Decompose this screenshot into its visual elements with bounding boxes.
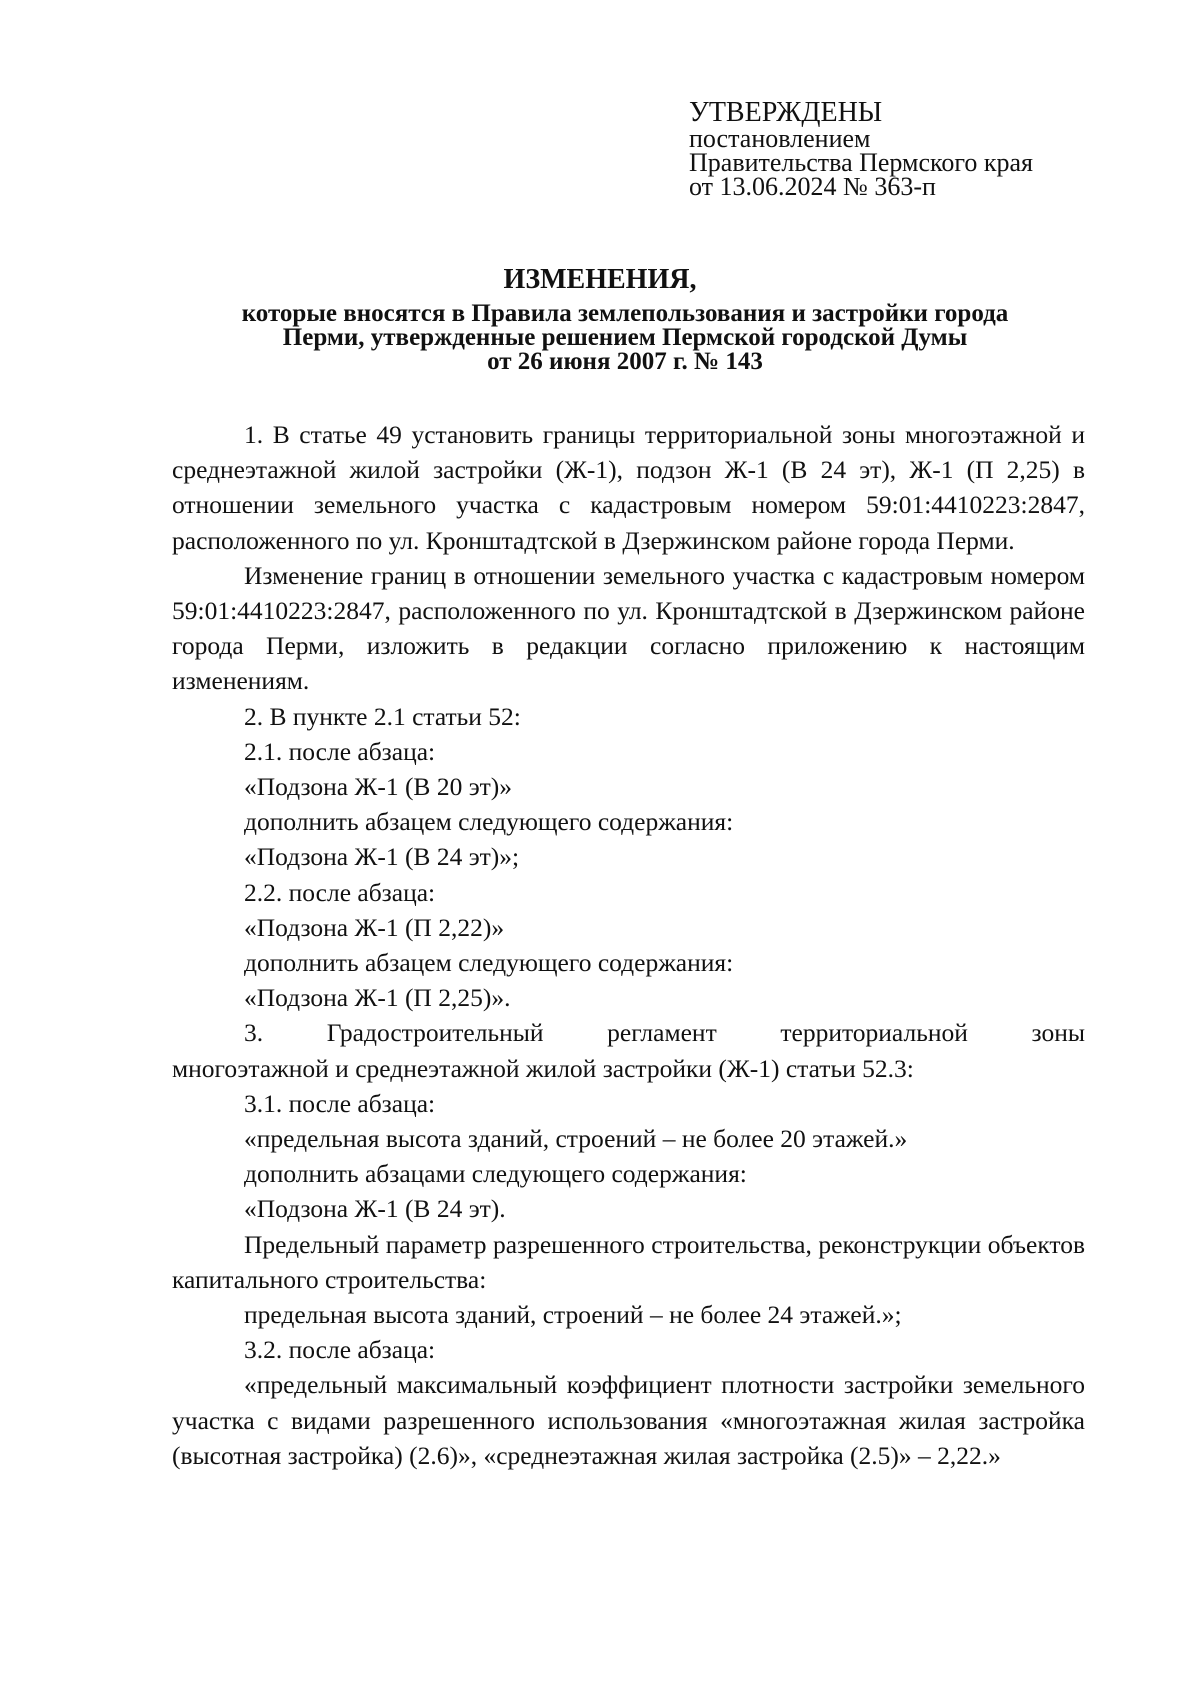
paragraph: 2.2. после абзаца: bbox=[244, 877, 436, 907]
paragraph: Изменение границ в отношении земельного участка с кадастровым номером 59:01:4410223:2847, расположенного по ул. Кронштадтской в Дзержинском районе города Перми, изложить в редакции согласно приложению к настоящим изменениям. bbox=[172, 560, 1085, 696]
paragraph: 2.1. после абзаца: bbox=[244, 736, 436, 766]
approval-block bbox=[689, 98, 1033, 199]
document-subtitle bbox=[185, 302, 1065, 374]
paragraph: «Подзона Ж-1 (П 2,22)» bbox=[244, 912, 505, 942]
paragraph: предельная высота зданий, строений – не более 24 этажей.»; bbox=[244, 1300, 902, 1330]
approval-title: УТВЕРЖДЕНЫ bbox=[689, 97, 883, 128]
paragraph: 3.1. после абзаца: bbox=[244, 1088, 436, 1118]
paragraph: «Подзона Ж-1 (В 20 эт)» bbox=[244, 772, 513, 802]
document-title: ИЗМЕНЕНИЯ, bbox=[503, 264, 697, 295]
paragraph: 1. В статье 49 установить границы территориальной зоны многоэтажной и среднеэтажной жилой застройки (Ж-1), подзон Ж-1 (В 24 эт), Ж-1 (П 2,25) в отношении земельного участка с кадастровым номером 59:01:4410223:2847, расположенного по ул. Кронштадтской в Дзержинском районе города Перми. bbox=[172, 420, 1085, 555]
paragraph: 2. В пункте 2.1 статьи 52: bbox=[244, 701, 521, 731]
paragraph: «Подзона Ж-1 (В 24 эт). bbox=[244, 1194, 506, 1224]
paragraph: «Подзона Ж-1 (П 2,25)». bbox=[244, 983, 511, 1013]
approval-line: постановлением bbox=[689, 124, 871, 153]
subtitle-line: которые вносятся в Правила землепользования и застройки города bbox=[241, 300, 1009, 327]
subtitle-line: от 26 июня 2007 г. № 143 bbox=[487, 348, 763, 375]
paragraph: 3. Градостроительный регламент территориальной зоны bbox=[244, 1018, 1085, 1048]
approval-line: Правительства Пермского края bbox=[689, 148, 1033, 177]
paragraph: «предельная высота зданий, строений – не более 20 этажей.» bbox=[244, 1124, 908, 1154]
paragraph: дополнить абзацем следующего содержания: bbox=[244, 807, 734, 837]
paragraph: «предельный максимальный коэффициент плотности застройки земельного участка с видами разрешенного использования «многоэтажная жилая застройка (высотная застройка) (2.6)», «среднеэтажная жилая застройка (2.5)» – 2,22.» bbox=[172, 1370, 1085, 1470]
paragraph: Предельный параметр разрешенного строительства, реконструкции объектов капитального строительства: bbox=[172, 1229, 1085, 1294]
paragraph: дополнить абзацами следующего содержания: bbox=[244, 1159, 747, 1189]
paragraph: дополнить абзацем следующего содержания: bbox=[244, 948, 734, 978]
paragraph: 3.2. после абзаца: bbox=[244, 1335, 436, 1365]
document-body bbox=[172, 417, 1085, 1473]
paragraph: «Подзона Ж-1 (В 24 эт)»; bbox=[244, 842, 520, 872]
paragraph: многоэтажной и среднеэтажной жилой застройки (Ж-1) статьи 52.3: bbox=[172, 1053, 914, 1083]
subtitle-line: Перми, утвержденные решением Пермской городской Думы bbox=[282, 324, 968, 351]
approval-line: от 13.06.2024 № 363-п bbox=[689, 172, 936, 201]
